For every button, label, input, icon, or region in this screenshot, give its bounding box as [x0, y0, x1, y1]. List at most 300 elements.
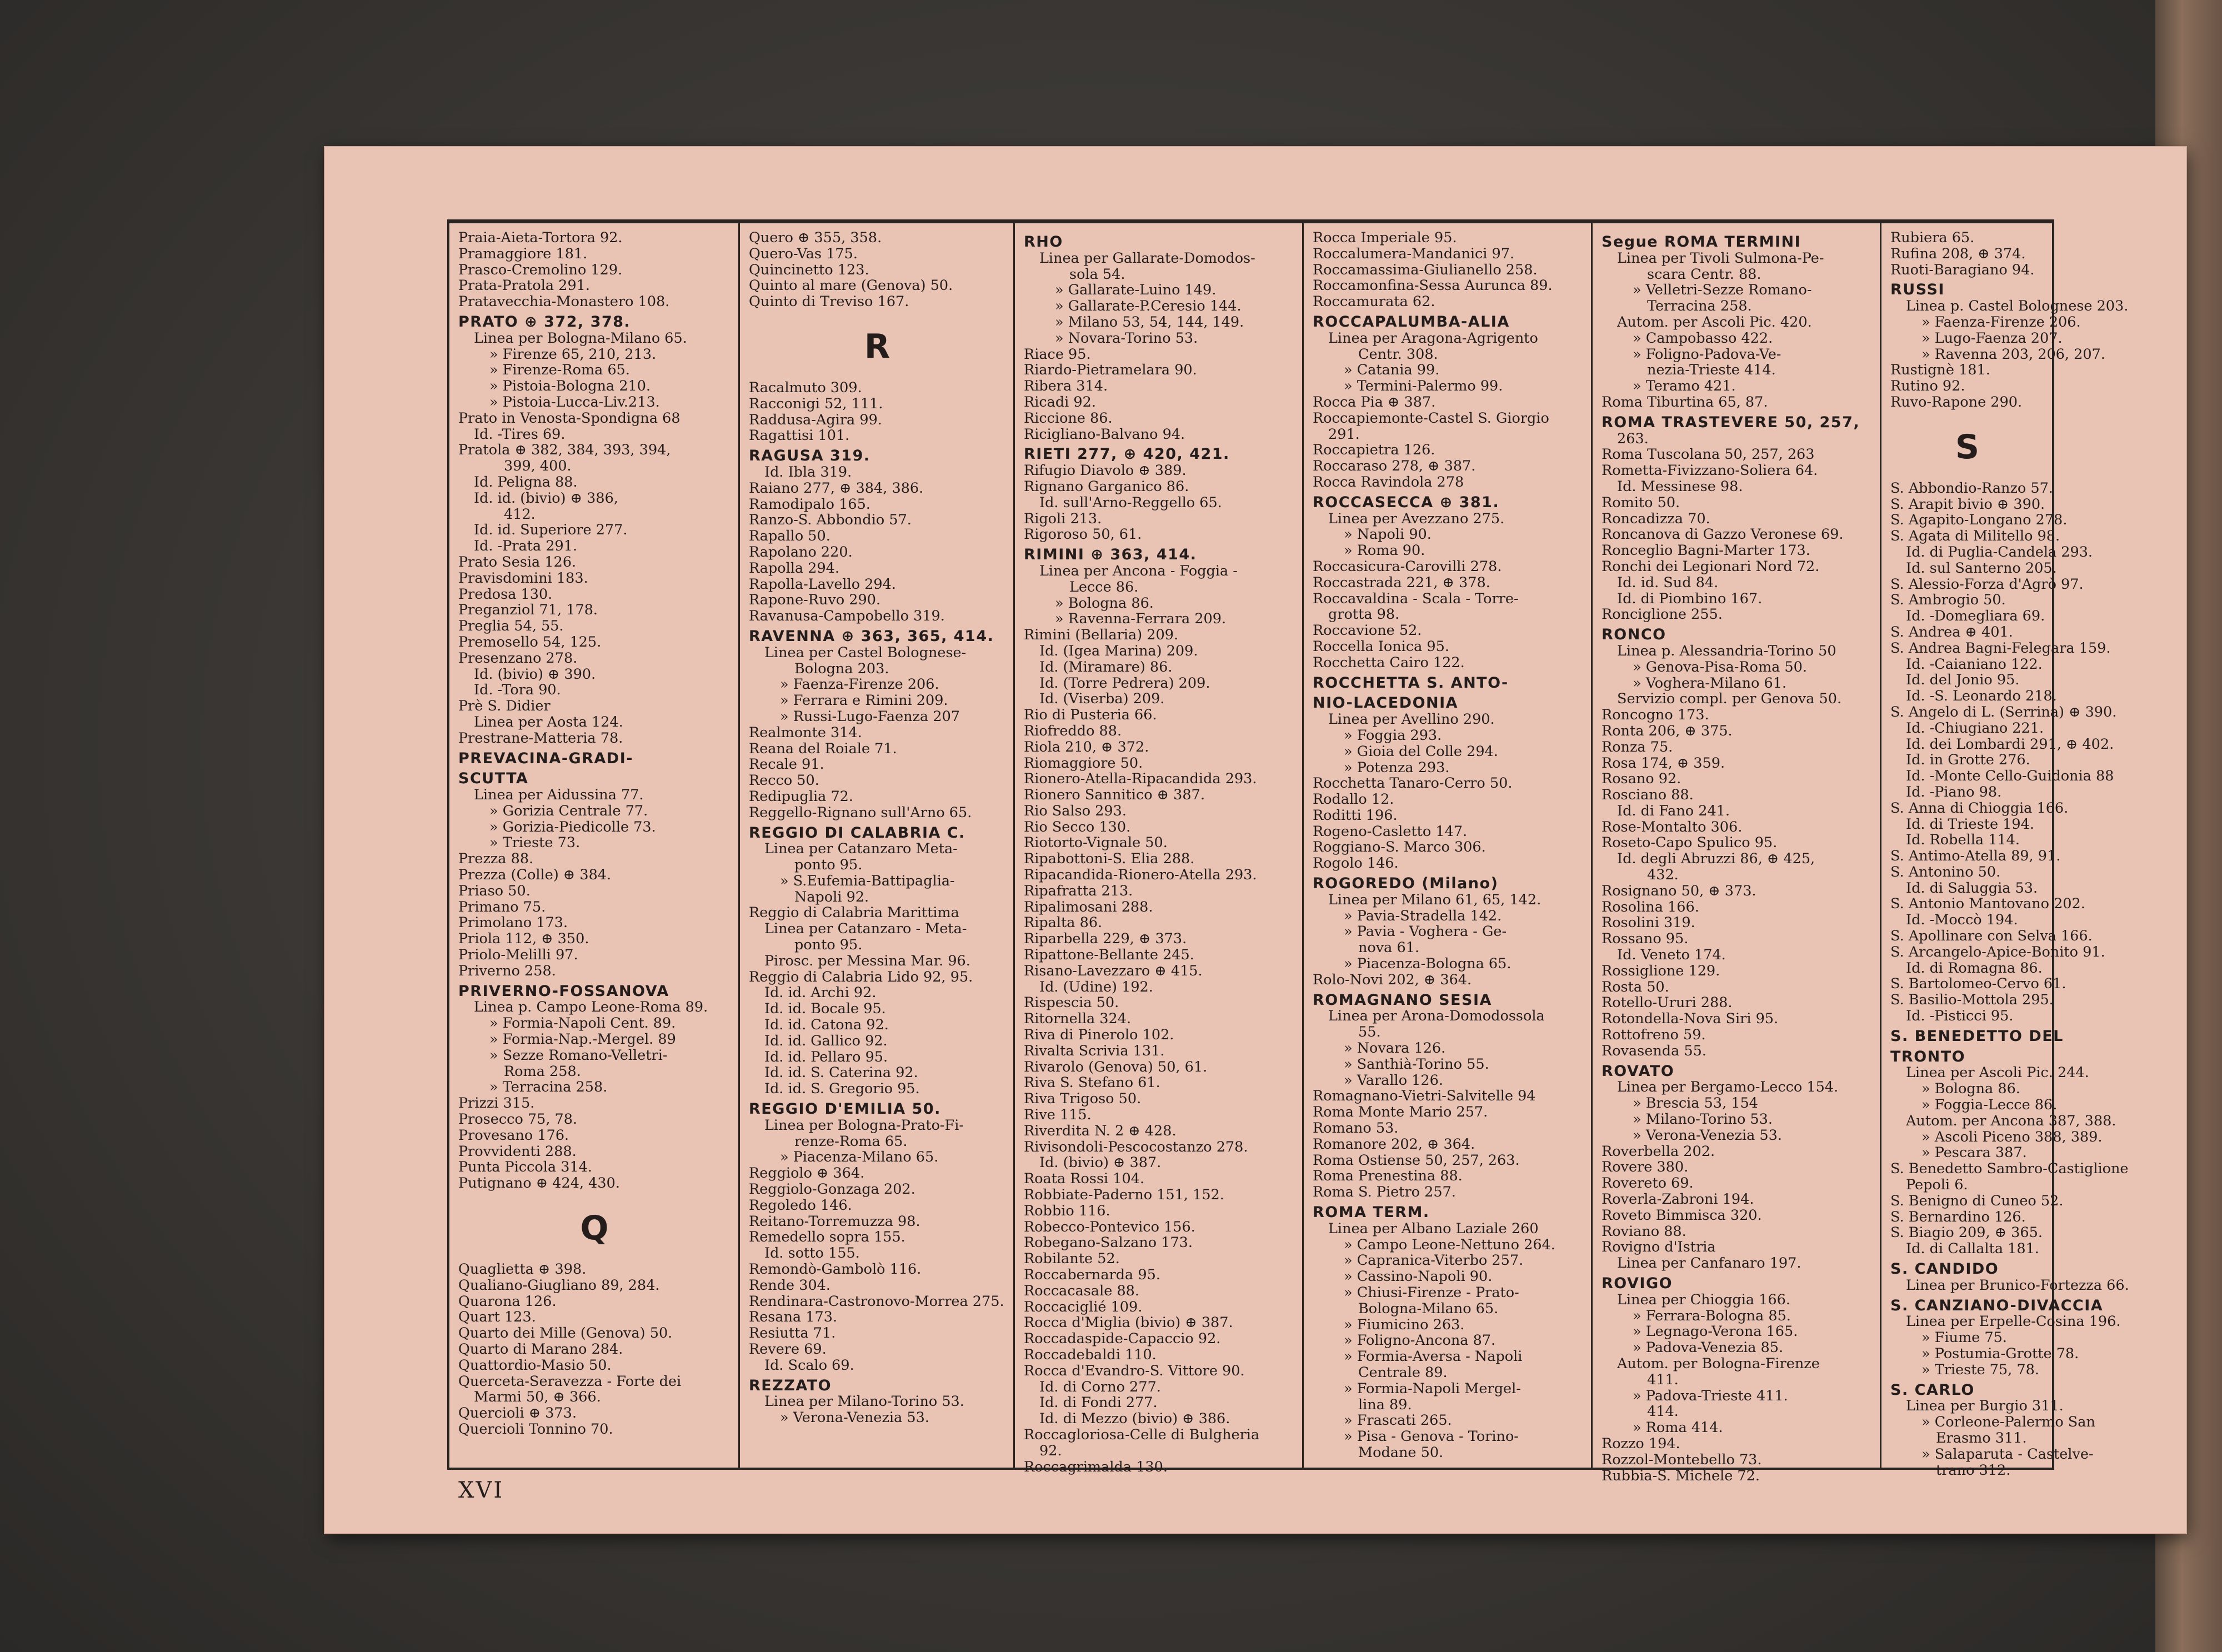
index-entry: S. Apollinare con Selva 166.: [1890, 928, 2093, 945]
index-subentry: » Verona-Venezia 53.: [780, 1409, 929, 1426]
station-heading: REGGIO DI CALABRIA C.: [749, 824, 965, 842]
index-subentry: Linea per Milano-Torino 53.: [764, 1393, 964, 1410]
index-subentry: » Sezze Romano-Velletri-: [489, 1047, 668, 1064]
index-entry: Roditti 196.: [1313, 807, 1398, 824]
index-entry: Rionero-Atella-Ripacandida 293.: [1024, 770, 1257, 788]
index-subentry: Id. di Mezzo (bivio) ⊕ 386.: [1039, 1410, 1230, 1428]
index-entry: Rozzo 194.: [1602, 1435, 1680, 1452]
index-subentry: » Ravenna 203, 206, 207.: [1921, 346, 2105, 363]
index-subentry: nezia-Trieste 414.: [1647, 362, 1776, 379]
index-subentry: » Salaparuta - Castelve-: [1921, 1445, 2094, 1463]
index-entry: Roccagrimalda 130.: [1024, 1458, 1168, 1475]
index-entry: Pratola ⊕ 382, 384, 393, 394,: [458, 442, 671, 459]
index-subentry: » Postumia-Grotte 78.: [1921, 1345, 2079, 1362]
index-entry: Romano 53.: [1313, 1120, 1399, 1137]
index-entry: Pratavecchia-Monastero 108.: [458, 293, 670, 311]
index-subentry: Id. -Tires 69.: [474, 425, 565, 443]
index-entry: Roggiano-S. Marco 306.: [1313, 839, 1486, 856]
index-entry: Provesano 176.: [458, 1127, 569, 1144]
index-entry: Rapolla 294.: [749, 559, 840, 577]
station-heading: PRATO ⊕ 372, 378.: [458, 313, 631, 331]
index-entry: Priola 112, ⊕ 350.: [458, 930, 589, 948]
index-entry: Prato in Venosta-Spondigna 68: [458, 409, 680, 427]
index-subentry: sola 54.: [1069, 266, 1125, 283]
index-entry: Rosa 174, ⊕ 359.: [1602, 754, 1725, 772]
station-heading: REGGIO D'EMILIA 50.: [749, 1100, 941, 1118]
index-subentry: Id. -S. Leonardo 218.: [1906, 688, 2057, 705]
index-entry: Racconigi 52, 111.: [749, 395, 883, 412]
index-entry: Reggio di Calabria Lido 92, 95.: [749, 968, 973, 985]
index-entry: S. Abbondio-Ranzo 57.: [1890, 479, 2053, 497]
index-subentry: Id. di Corno 277.: [1039, 1378, 1161, 1395]
index-entry: Primano 75.: [458, 898, 546, 915]
index-subentry: » Foggia 293.: [1344, 727, 1442, 744]
index-subentry: Linea per Albano Laziale 260: [1328, 1220, 1539, 1237]
index-subentry: » Pavia - Voghera - Ge-: [1344, 923, 1507, 940]
index-subentry: ponto 95.: [794, 937, 863, 954]
index-subentry: » Padova-Venezia 85.: [1633, 1339, 1784, 1356]
index-entry: Rubiera 65.: [1890, 229, 1975, 246]
index-entry: Prasco-Cremolino 129.: [458, 261, 623, 278]
index-entry: Rottofreno 59.: [1602, 1027, 1706, 1044]
index-subentry: Servizio compl. per Genova 50.: [1617, 690, 1842, 708]
index-entry: Riverdita N. 2 ⊕ 428.: [1024, 1122, 1177, 1139]
index-entry: Ricigliano-Balvano 94.: [1024, 425, 1185, 443]
index-subentry: Id. (Torre Pedrera) 209.: [1039, 674, 1210, 692]
index-entry: Redipuglia 72.: [749, 788, 854, 805]
station-heading: S. CANZIANO-DIVACCIA: [1890, 1296, 2104, 1314]
index-entry: Quercioli ⊕ 373.: [458, 1405, 577, 1422]
index-subentry: » Catania 99.: [1344, 362, 1440, 379]
index-entry: Roccalumera-Mandanici 97.: [1313, 245, 1515, 262]
index-entry: S. Basilio-Mottola 295.: [1890, 992, 2054, 1009]
index-subentry: » Russi-Lugo-Faenza 207: [780, 708, 960, 725]
station-heading: RIMINI ⊕ 363, 414.: [1024, 546, 1197, 564]
index-subentry: Linea per Aidussina 77.: [474, 787, 644, 804]
index-subentry: Centrale 89.: [1358, 1364, 1448, 1381]
index-subentry: Id. id. Pellaro 95.: [764, 1048, 888, 1065]
index-subentry: » Piacenza-Milano 65.: [780, 1149, 939, 1166]
station-heading: Segue ROMA TERMINI: [1602, 233, 1801, 251]
index-entry: Quattordio-Masio 50.: [458, 1356, 612, 1374]
index-subentry: Linea per Aosta 124.: [474, 713, 623, 730]
station-heading: ROCCASECCA ⊕ 381.: [1313, 493, 1500, 511]
index-entry: Robecco-Pontevico 156.: [1024, 1218, 1195, 1235]
index-subentry: Id. id. (bivio) ⊕ 386,: [474, 489, 618, 507]
index-subentry: Napoli 92.: [794, 888, 869, 905]
station-heading: ROVIGO: [1602, 1275, 1673, 1292]
index-subentry: » Firenze 65, 210, 213.: [489, 346, 657, 363]
index-subentry: Id. id. Gallico 92.: [764, 1032, 888, 1049]
index-entry: S. Anna di Chioggia 166.: [1890, 799, 2069, 817]
index-subentry: » Velletri-Sezze Romano-: [1633, 282, 1812, 299]
index-entry: Quaglietta ⊕ 398.: [458, 1261, 587, 1278]
index-subentry: » Capranica-Viterbo 257.: [1344, 1252, 1524, 1269]
index-entry: Roata Rossi 104.: [1024, 1170, 1145, 1188]
index-entry: S. Andrea Bagni-Felegara 159.: [1890, 639, 2111, 657]
station-heading: RHO: [1024, 233, 1063, 251]
index-subentry: » Pisa - Genova - Torino-: [1344, 1428, 1519, 1445]
index-subentry: Id. -Chiugiano 221.: [1906, 719, 2044, 737]
index-entry: Robbio 116.: [1024, 1202, 1110, 1219]
station-heading: S. CANDIDO: [1890, 1260, 1999, 1278]
index-subentry: Id. sul Santerno 205.: [1906, 559, 2057, 577]
index-entry: Rose-Montalto 306.: [1602, 818, 1743, 835]
index-entry: Ragattisi 101.: [749, 427, 850, 444]
index-subentry: Linea p. Alessandria-Torino 50: [1617, 642, 1836, 659]
index-entry: Preglia 54, 55.: [458, 618, 564, 635]
index-entry: Prato Sesia 126.: [458, 553, 577, 570]
index-entry: Ripacandida-Rionero-Atella 293.: [1024, 867, 1257, 884]
index-entry: Roccavione 52.: [1313, 622, 1422, 639]
index-entry: Romito 50.: [1602, 494, 1680, 511]
index-subentry: Id. id. S. Caterina 92.: [764, 1064, 918, 1082]
index-subentry: 414.: [1647, 1403, 1679, 1420]
index-subentry: » Ferrara e Rimini 209.: [780, 692, 948, 709]
index-subentry: » Legnago-Verona 165.: [1633, 1323, 1798, 1340]
index-subentry: Id. di Saluggia 53.: [1906, 879, 2038, 897]
index-subentry: Id. degli Abruzzi 86, ⊕ 425,: [1617, 850, 1815, 868]
index-entry: Roncogno 173.: [1602, 707, 1709, 724]
index-subentry: Id. di Fano 241.: [1617, 802, 1730, 819]
index-entry: Riva S. Stefano 61.: [1024, 1074, 1160, 1092]
index-entry: Roverbella 202.: [1602, 1143, 1715, 1160]
index-entry: Rosta 50.: [1602, 978, 1669, 995]
index-entry: Rivisondoli-Pescocostanzo 278.: [1024, 1138, 1248, 1155]
index-subentry: » Chiusi-Firenze - Prato-: [1344, 1284, 1519, 1301]
index-entry: Rosolina 166.: [1602, 898, 1699, 915]
index-entry: Ripabottoni-S. Elia 288.: [1024, 850, 1195, 868]
index-entry: Roccaciglié 109.: [1024, 1298, 1143, 1315]
index-subentry: Id. di Trieste 194.: [1906, 815, 2034, 833]
index-subentry: Lecce 86.: [1069, 578, 1139, 595]
index-entry: Romanore 202, ⊕ 364.: [1313, 1135, 1475, 1153]
index-page: [325, 147, 2186, 1533]
index-entry: Presenzano 278.: [458, 649, 578, 667]
index-subentry: Id. -Piano 98.: [1906, 783, 2002, 800]
index-entry: Rifugio Diavolo ⊕ 389.: [1024, 462, 1187, 479]
index-subentry: » Formia-Napoli Cent. 89.: [489, 1015, 676, 1032]
index-entry: Roccabernarda 95.: [1024, 1266, 1160, 1283]
index-entry: Prestrane-Matteria 78.: [458, 729, 623, 747]
index-column-1: [449, 223, 738, 1468]
index-subentry: » Campobasso 422.: [1633, 329, 1773, 347]
index-subentry: » Fiumicino 263.: [1344, 1316, 1465, 1333]
index-subentry: » Bologna 86.: [1055, 594, 1154, 612]
index-entry: Robilante 52.: [1024, 1250, 1120, 1268]
index-subentry: » Foligno-Ancona 87.: [1344, 1332, 1496, 1349]
index-subentry: » Terracina 258.: [489, 1079, 608, 1096]
station-heading: NIO-LACEDONIA: [1313, 694, 1459, 712]
index-entry: Praia-Aieta-Tortora 92.: [458, 229, 623, 246]
index-entry: Rubbia-S. Michele 72.: [1602, 1467, 1760, 1484]
index-entry: Prezza 88.: [458, 850, 534, 868]
index-entry: Romagnano-Vietri-Salvitelle 94: [1313, 1088, 1536, 1105]
index-column-5: [1591, 223, 1880, 1484]
index-entry: Rovere 380.: [1602, 1159, 1689, 1176]
station-heading: ROMAGNANO SESIA: [1313, 991, 1492, 1009]
index-entry: Rionero Sannitico ⊕ 387.: [1024, 787, 1205, 804]
index-subentry: Terracina 258.: [1647, 298, 1752, 315]
index-subentry: Linea per Catanzaro - Meta-: [764, 920, 967, 938]
index-subentry: Id. (bivio) ⊕ 387.: [1039, 1154, 1162, 1172]
index-entry: Rocca Imperiale 95.: [1313, 229, 1457, 246]
index-entry: S. Bernardino 126.: [1890, 1208, 2026, 1225]
index-entry: S. Agata di Militello 98.: [1890, 528, 2060, 545]
index-subentry: Id. sotto 155.: [764, 1245, 860, 1262]
index-subentry: Linea per Avellino 290.: [1328, 711, 1495, 728]
index-entry: Raiano 277, ⊕ 384, 386.: [749, 479, 924, 497]
index-subentry: » Genova-Pisa-Roma 50.: [1633, 658, 1807, 675]
index-subentry: Id. -Pisticci 95.: [1906, 1008, 2014, 1025]
index-entry: S. Alessio-Forza d'Agrò 97.: [1890, 575, 2084, 593]
index-subentry: Id. dei Lombardi 291, ⊕ 402.: [1906, 735, 2114, 753]
index-entry: Roccadaspide-Capaccio 92.: [1024, 1330, 1221, 1348]
index-entry: S. Benedetto Sambro-Castiglione: [1890, 1160, 2129, 1178]
index-entry: S. Antonio Mantovano 202.: [1890, 895, 2085, 913]
index-entry: Roccagloriosa-Celle di Bulgheria: [1024, 1426, 1260, 1443]
index-entry: Roccastrada 221, ⊕ 378.: [1313, 574, 1490, 591]
index-subentry: Linea per Bergamo-Lecco 154.: [1617, 1079, 1839, 1096]
index-subentry: Linea per Chioggia 166.: [1617, 1291, 1790, 1308]
index-subentry: » Ravenna-Ferrara 209.: [1055, 610, 1227, 628]
index-entry: Roncanova di Gazzo Veronese 69.: [1602, 526, 1844, 543]
station-heading: S. BENEDETTO DEL: [1890, 1027, 2064, 1045]
index-subentry: Linea per Burgio 311.: [1906, 1398, 2064, 1415]
index-subentry: » Gorizia-Piedicolle 73.: [489, 818, 656, 835]
index-entry: Rogeno-Casletto 147.: [1313, 823, 1468, 840]
index-entry: Rossiglione 129.: [1602, 962, 1720, 979]
index-column-6: [1880, 223, 2129, 1479]
index-subentry: » Ferrara-Bologna 85.: [1633, 1307, 1791, 1324]
index-subentry: » Potenza 293.: [1344, 759, 1450, 776]
index-entry: Ribera 314.: [1024, 378, 1108, 395]
index-subentry: Id. -Tora 90.: [474, 682, 561, 699]
index-subentry: Linea per Brunico-Fortezza 66.: [1906, 1276, 2129, 1294]
index-entry: Roncadizza 70.: [1602, 510, 1710, 527]
index-subentry: ponto 95.: [794, 857, 863, 874]
index-entry: Riomaggiore 50.: [1024, 754, 1143, 772]
station-heading: ROGOREDO (Milano): [1313, 875, 1499, 893]
index-entry: Ripafratta 213.: [1024, 882, 1133, 899]
index-subentry: » Pistoia-Bologna 210.: [489, 378, 651, 395]
index-subentry: » Trieste 75, 78.: [1921, 1361, 2039, 1378]
index-subentry: Id. id. Bocale 95.: [764, 1000, 886, 1018]
index-entry: Racalmuto 309.: [749, 379, 862, 396]
index-entry: Rutino 92.: [1890, 378, 1965, 395]
index-subentry: » Foligno-Padova-Ve-: [1633, 346, 1781, 363]
index-entry: Roma Ostiense 50, 257, 263.: [1313, 1152, 1520, 1169]
index-subentry: Linea per Bologna-Prato-Fi-: [764, 1117, 964, 1134]
index-entry: Roccamonfina-Sessa Aurunca 89.: [1313, 277, 1553, 294]
index-entry: Prata-Pratola 291.: [458, 277, 590, 294]
index-entry: Quero-Vas 175.: [749, 245, 858, 262]
index-entry: Rodallo 12.: [1313, 791, 1394, 808]
index-subentry: Autom. per Ascoli Pic. 420.: [1617, 313, 1812, 331]
index-entry: Qualiano-Giugliano 89, 284.: [458, 1276, 660, 1294]
index-subentry: » Ascoli Piceno 388, 389.: [1921, 1128, 2103, 1145]
index-entry: Prosecco 75, 78.: [458, 1111, 578, 1128]
index-entry: Rimini (Bellaria) 209.: [1024, 627, 1179, 644]
index-subentry: Linea per Castel Bolognese-: [764, 644, 967, 661]
index-entry: Ruoti-Baragiano 94.: [1890, 261, 2035, 278]
index-entry: Quincinetto 123.: [749, 261, 869, 278]
index-subentry: » Bologna 86.: [1921, 1080, 2020, 1098]
index-subentry: Bologna 203.: [794, 660, 889, 677]
index-subentry: » Termini-Palermo 99.: [1344, 378, 1503, 395]
index-entry: Rocca d'Evandro-S. Vittore 90.: [1024, 1362, 1245, 1379]
index-entry: Rogolo 146.: [1313, 855, 1399, 872]
station-heading: ROVATO: [1602, 1062, 1675, 1080]
index-entry: Roverla-Zabroni 194.: [1602, 1191, 1754, 1208]
index-subentry: Id. di Piombino 167.: [1617, 590, 1763, 607]
index-entry: S. Arapit bivio ⊕ 390.: [1890, 495, 2045, 513]
section-letter: R: [864, 327, 890, 366]
index-entry: Punta Piccola 314.: [458, 1159, 593, 1176]
index-entry: Rustignè 181.: [1890, 362, 1990, 379]
index-entry: Querceta-Seravezza - Forte dei: [458, 1373, 682, 1390]
index-entry: Quero ⊕ 355, 358.: [749, 229, 882, 246]
index-entry: Rignano Garganico 86.: [1024, 478, 1189, 495]
index-subentry: Id. id. S. Gregorio 95.: [764, 1080, 920, 1098]
index-entry: Preganziol 71, 178.: [458, 602, 598, 619]
index-entry: Premosello 54, 125.: [458, 633, 602, 650]
index-entry: Remondò-Gambolò 116.: [749, 1261, 922, 1278]
index-subentry: Id. in Grotte 276.: [1906, 752, 2030, 769]
index-entry: Rive 115.: [1024, 1107, 1092, 1124]
station-heading: ROCCAPALUMBA-ALIA: [1313, 313, 1510, 331]
index-subentry: » Pistoia-Lucca-Liv.213.: [489, 393, 660, 411]
index-entry: Rio Salso 293.: [1024, 802, 1127, 819]
index-entry: Rosciano 88.: [1602, 787, 1694, 804]
index-subentry: » Napoli 90.: [1344, 526, 1432, 543]
index-entry: Remedello sopra 155.: [749, 1229, 905, 1246]
index-subentry: Id. id. Archi 92.: [764, 984, 877, 1002]
index-entry: Ritornella 324.: [1024, 1010, 1132, 1028]
index-entry: Roma Tuscolana 50, 257, 263: [1602, 446, 1815, 463]
index-entry: S. Benigno di Cuneo 52.: [1890, 1192, 2064, 1209]
index-entry: Roccasicura-Carovilli 278.: [1313, 558, 1502, 575]
index-entry: Rovereto 69.: [1602, 1175, 1694, 1192]
index-subentry: » Faenza-Firenze 206.: [1921, 313, 2081, 331]
index-subentry: Linea p. Castel Bolognese 203.: [1906, 298, 2129, 315]
index-subentry: Id. Robella 114.: [1906, 832, 2020, 849]
index-subentry: Linea per Milano 61, 65, 142.: [1328, 891, 1542, 908]
index-entry: Recco 50.: [749, 772, 819, 789]
index-subentry: » Cassino-Napoli 90.: [1344, 1268, 1493, 1285]
index-entry: Ricadi 92.: [1024, 393, 1096, 411]
index-subentry: Id. (Viserba) 209.: [1039, 690, 1165, 708]
index-subentry: » Varallo 126.: [1344, 1072, 1443, 1089]
index-entry: Roseto-Capo Spulico 95.: [1602, 834, 1778, 852]
index-subentry: » Trieste 73.: [489, 834, 580, 852]
index-subentry: Linea per Ancona - Foggia -: [1039, 562, 1238, 579]
index-subentry: Id. -Caianiano 122.: [1906, 655, 2043, 673]
index-subentry: Linea per Gallarate-Domodos-: [1039, 249, 1255, 267]
index-entry: S. Bartolomeo-Cervo 61.: [1890, 975, 2066, 993]
index-subentry: Linea per Catanzaro Meta-: [764, 840, 958, 858]
index-subentry: nova 61.: [1358, 939, 1420, 957]
index-subentry: Id. (Udine) 192.: [1039, 978, 1153, 995]
index-subentry: Roma 258.: [504, 1063, 581, 1080]
index-subentry: Autom. per Ancona 387, 388.: [1906, 1112, 2116, 1129]
index-subentry: Centr. 308.: [1358, 346, 1438, 363]
index-entry: Revere 69.: [749, 1341, 827, 1358]
index-entry: Reggiolo ⊕ 364.: [749, 1165, 865, 1182]
index-subentry: Id. (Igea Marina) 209.: [1039, 642, 1198, 659]
station-heading: ROMA TERM.: [1313, 1204, 1430, 1222]
index-entry: Quercioli Tonnino 70.: [458, 1420, 613, 1438]
section-letter: S: [1955, 427, 1980, 467]
index-subentry: 263.: [1617, 430, 1649, 447]
index-entry: Resana 173.: [749, 1309, 838, 1326]
index-entry: Reitano-Torremuzza 98.: [749, 1213, 920, 1230]
index-entry: Prè S. Didier: [458, 698, 551, 715]
station-heading: ROCCHETTA S. ANTO-: [1313, 674, 1509, 692]
index-subentry: » Lugo-Faenza 207.: [1921, 329, 2063, 347]
index-subentry: » Novara 126.: [1344, 1040, 1446, 1057]
station-heading: RIETI 277, ⊕ 420, 421.: [1024, 445, 1230, 463]
index-subentry: » Frascati 265.: [1344, 1412, 1452, 1429]
index-subentry: Linea per Erpelle-Cosina 196.: [1906, 1313, 2121, 1330]
index-subentry: 55.: [1358, 1024, 1381, 1041]
index-entry: Priolo-Melilli 97.: [458, 947, 578, 964]
station-heading: SCUTTA: [458, 770, 529, 788]
index-entry: Riparbella 229, ⊕ 373.: [1024, 930, 1187, 948]
index-column-4: [1302, 223, 1591, 1468]
index-entry: Priaso 50.: [458, 882, 531, 899]
station-heading: RONCO: [1602, 626, 1666, 644]
index-entry: Rometta-Fivizzano-Soliera 64.: [1602, 462, 1818, 479]
index-entry: Riva Trigoso 50.: [1024, 1090, 1142, 1108]
index-subentry: » Pavia-Stradella 142.: [1344, 907, 1502, 924]
index-subentry: » Pescara 387.: [1921, 1144, 2027, 1162]
index-subentry: » Formia-Napoli Mergel-: [1344, 1380, 1521, 1397]
index-entry: Roccapiemonte-Castel S. Giorgio: [1313, 409, 1549, 427]
index-subentry: 399, 400.: [504, 458, 572, 475]
index-entry: S. Angelo di L. (Serrina) ⊕ 390.: [1890, 703, 2117, 720]
index-subentry: 432.: [1647, 867, 1679, 884]
index-entry: Rispescia 50.: [1024, 994, 1119, 1012]
index-subentry: » Padova-Trieste 411.: [1633, 1387, 1788, 1404]
station-heading: RAGUSA 319.: [749, 447, 870, 465]
index-subentry: Id. di Fondi 277.: [1039, 1394, 1158, 1411]
index-subentry: Pepoli 6.: [1906, 1177, 1968, 1194]
index-entry: Roccacasale 88.: [1024, 1282, 1139, 1299]
index-entry: Roma Prenestina 88.: [1313, 1168, 1463, 1185]
index-entry: Roma Tiburtina 65, 87.: [1602, 393, 1768, 411]
index-subentry: Id. di Romagna 86.: [1906, 959, 2043, 977]
index-entry: Rocca Ravindola 278: [1313, 473, 1464, 490]
index-column-2: [738, 223, 1013, 1468]
index-subentry: Linea per Arona-Domodossola: [1328, 1008, 1545, 1025]
index-entry: Ravanusa-Campobello 319.: [749, 608, 945, 625]
index-entry: Rovasenda 55.: [1602, 1042, 1706, 1059]
index-subentry: » Verona-Venezia 53.: [1633, 1127, 1782, 1144]
index-subentry: » Santhià-Torino 55.: [1344, 1055, 1489, 1073]
index-subentry: » Gallarate-P.Ceresio 144.: [1055, 298, 1242, 315]
index-subentry: » S.Eufemia-Battipaglia-: [780, 872, 955, 889]
index-entry: Ronchi dei Legionari Nord 72.: [1602, 558, 1820, 575]
index-subentry: » Milano 53, 54, 144, 149.: [1055, 313, 1244, 331]
index-entry: Rosignano 50, ⊕ 373.: [1602, 882, 1756, 899]
index-entry: Pramaggiore 181.: [458, 245, 588, 262]
station-heading: PREVACINA-GRADI-: [458, 749, 634, 767]
index-subentry: Id. id. Superiore 277.: [474, 522, 628, 539]
index-subentry: Id. di Callalta 181.: [1906, 1240, 2039, 1258]
index-subentry: Id. id. Catona 92.: [764, 1017, 889, 1034]
index-entry: Rigoli 213.: [1024, 510, 1102, 527]
